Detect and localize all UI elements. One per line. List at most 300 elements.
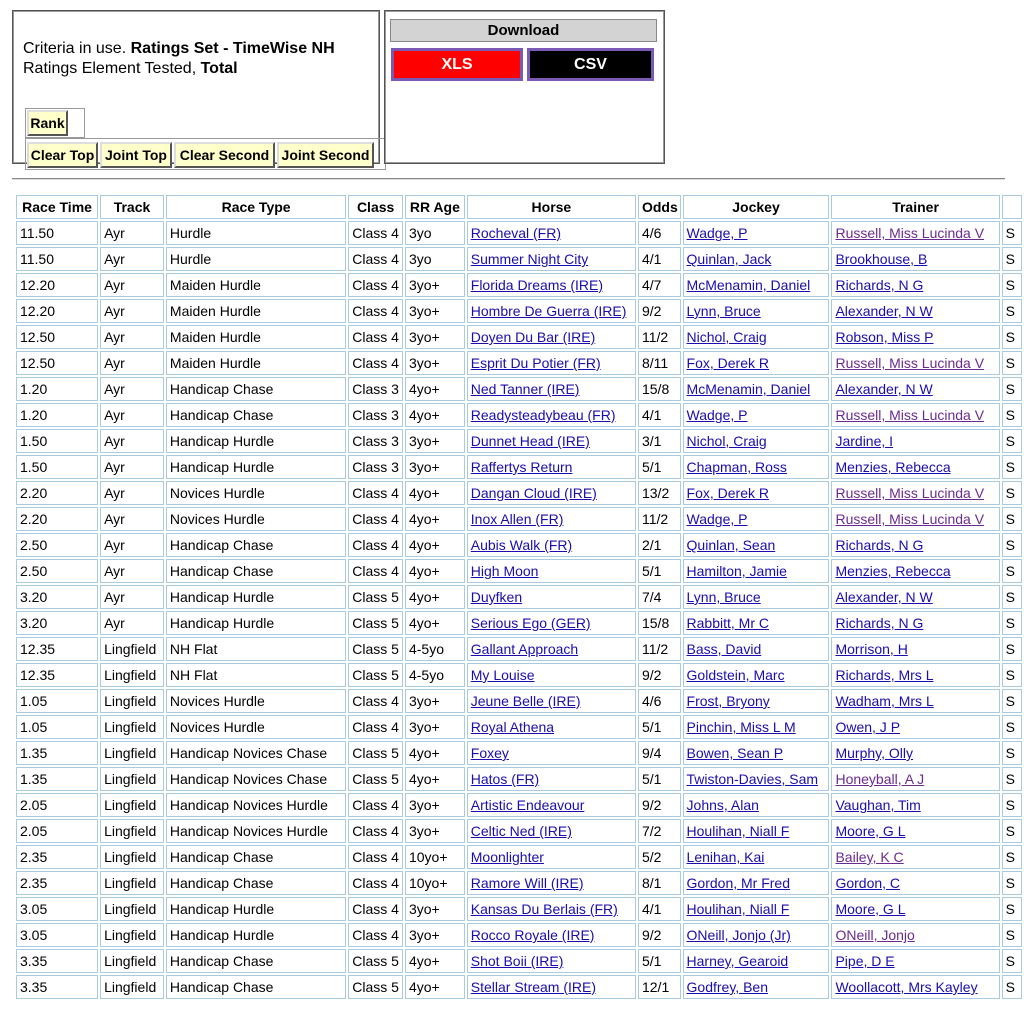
criteria-prefix: Criteria in use. bbox=[23, 40, 127, 57]
trainer-link[interactable]: Menzies, Rebecca bbox=[835, 563, 951, 579]
results-table-container bbox=[14, 193, 1015, 1017]
trainer-link[interactable]: Robson, Miss P bbox=[835, 329, 934, 345]
horse-link[interactable]: Readysteadybeau (FR) bbox=[470, 407, 616, 423]
cell-race-time: 1.50 bbox=[16, 429, 98, 453]
cell-horse bbox=[467, 299, 636, 323]
jockey-link[interactable]: Chapman, Ross bbox=[686, 459, 787, 475]
cell-extra: S bbox=[1002, 403, 1022, 427]
cell-odds: 7/2 bbox=[638, 819, 681, 843]
download-panel bbox=[384, 10, 665, 164]
cell-odds: 4/6 bbox=[638, 689, 681, 713]
cell-extra: S bbox=[1002, 351, 1022, 375]
table-row bbox=[16, 975, 1022, 999]
header-horse[interactable]: Horse bbox=[467, 195, 636, 219]
horse-link[interactable]: Inox Allen (FR) bbox=[470, 511, 564, 527]
trainer-link[interactable]: Russell, Miss Lucinda V bbox=[835, 225, 985, 241]
header-race-time[interactable]: Race Time bbox=[16, 195, 98, 219]
jockey-link[interactable]: Quinlan, Jack bbox=[686, 251, 772, 267]
cell-jockey bbox=[683, 845, 830, 869]
jockey-link[interactable]: Bass, David bbox=[686, 641, 762, 657]
horse-link[interactable]: Aubis Walk (FR) bbox=[470, 537, 573, 553]
cell-rr-age: 4yo+ bbox=[405, 975, 465, 999]
cell-rr-age: 4yo+ bbox=[405, 403, 465, 427]
jockey-link[interactable]: Fox, Derek R bbox=[686, 355, 769, 371]
trainer-link[interactable]: Morrison, H bbox=[835, 641, 908, 657]
horse-link[interactable]: Royal Athena bbox=[470, 719, 555, 735]
horse-link[interactable]: Rocco Royale (IRE) bbox=[470, 927, 595, 943]
cell-rr-age: 4yo+ bbox=[405, 481, 465, 505]
table-row bbox=[16, 611, 1022, 635]
cell-horse bbox=[467, 221, 636, 245]
horse-link[interactable]: Hatos (FR) bbox=[470, 771, 540, 787]
cell-horse bbox=[467, 871, 636, 895]
cell-track: Lingfield bbox=[100, 871, 164, 895]
horse-link[interactable]: Kansas Du Berlais (FR) bbox=[470, 901, 618, 917]
horse-link[interactable]: Gallant Approach bbox=[470, 641, 579, 657]
table-header-row bbox=[16, 195, 1022, 219]
cell-rr-age: 4yo+ bbox=[405, 611, 465, 635]
trainer-link[interactable]: Russell, Miss Lucinda V bbox=[835, 407, 985, 423]
table-row bbox=[16, 247, 1022, 271]
cell-race-time: 12.35 bbox=[16, 663, 98, 687]
jockey-link[interactable]: Hamilton, Jamie bbox=[686, 563, 787, 579]
cell-odds: 4/1 bbox=[638, 897, 681, 921]
cell-jockey bbox=[683, 793, 830, 817]
horse-link[interactable]: Moonlighter bbox=[470, 849, 544, 865]
horse-link[interactable]: Serious Ego (GER) bbox=[470, 615, 591, 631]
cell-race-type: NH Flat bbox=[166, 663, 346, 687]
cell-race-time: 2.50 bbox=[16, 559, 98, 583]
cell-rr-age: 3yo+ bbox=[405, 325, 465, 349]
jockey-link[interactable]: Lynn, Bruce bbox=[686, 303, 761, 319]
cell-rr-age: 3yo+ bbox=[405, 793, 465, 817]
cell-race-time: 1.05 bbox=[16, 689, 98, 713]
cell-odds: 4/1 bbox=[638, 403, 681, 427]
cell-race-type: Handicap Hurdle bbox=[166, 611, 346, 635]
cell-jockey bbox=[683, 377, 830, 401]
cell-trainer bbox=[831, 663, 999, 687]
cell-jockey bbox=[683, 689, 830, 713]
table-row bbox=[16, 897, 1022, 921]
header-jockey[interactable]: Jockey bbox=[683, 195, 830, 219]
cell-trainer bbox=[831, 351, 999, 375]
cell-race-type: Handicap Chase bbox=[166, 533, 346, 557]
cell-trainer bbox=[831, 819, 999, 843]
horse-link[interactable]: Dunnet Head (IRE) bbox=[470, 433, 590, 449]
horse-link[interactable]: High Moon bbox=[470, 563, 539, 579]
cell-class: Class 4 bbox=[348, 845, 403, 869]
jockey-link[interactable]: Frost, Bryony bbox=[686, 693, 770, 709]
cell-odds: 9/2 bbox=[638, 923, 681, 947]
horse-link[interactable]: Ned Tanner (IRE) bbox=[470, 381, 580, 397]
cell-race-time: 1.20 bbox=[16, 403, 98, 427]
cell-jockey bbox=[683, 481, 830, 505]
header-track[interactable]: Track bbox=[100, 195, 164, 219]
cell-odds: 8/11 bbox=[638, 351, 681, 375]
cell-horse bbox=[467, 897, 636, 921]
cell-track: Ayr bbox=[100, 429, 164, 453]
cell-track: Lingfield bbox=[100, 923, 164, 947]
trainer-link[interactable]: Pipe, D E bbox=[835, 953, 895, 969]
cell-race-type: Hurdle bbox=[166, 221, 346, 245]
trainer-link[interactable]: Vaughan, Tim bbox=[835, 797, 921, 813]
cell-horse bbox=[467, 741, 636, 765]
cell-extra: S bbox=[1002, 481, 1022, 505]
cell-horse bbox=[467, 403, 636, 427]
cell-odds: 9/2 bbox=[638, 299, 681, 323]
cell-extra: S bbox=[1002, 221, 1022, 245]
cell-rr-age: 3yo+ bbox=[405, 351, 465, 375]
download-csv-button[interactable]: CSV bbox=[527, 48, 654, 81]
cell-rr-age: 3yo+ bbox=[405, 715, 465, 739]
trainer-link[interactable]: Honeyball, A J bbox=[835, 771, 925, 787]
table-row bbox=[16, 507, 1022, 531]
cell-class: Class 4 bbox=[348, 715, 403, 739]
cell-race-time: 2.20 bbox=[16, 481, 98, 505]
cell-trainer bbox=[831, 221, 999, 245]
jockey-link[interactable]: Wadge, P bbox=[686, 511, 748, 527]
jockey-link[interactable]: Nichol, Craig bbox=[686, 329, 767, 345]
jockey-link[interactable]: Pinchin, Miss L M bbox=[686, 719, 796, 735]
cell-horse bbox=[467, 325, 636, 349]
cell-jockey bbox=[683, 507, 830, 531]
cell-race-time: 12.20 bbox=[16, 299, 98, 323]
cell-trainer bbox=[831, 585, 999, 609]
trainer-link[interactable]: Brookhouse, B bbox=[835, 251, 928, 267]
cell-rr-age: 3yo bbox=[405, 221, 465, 245]
table-row bbox=[16, 689, 1022, 713]
horse-link[interactable]: Florida Dreams (IRE) bbox=[470, 277, 604, 293]
horse-link[interactable]: Duyfken bbox=[470, 589, 523, 605]
cell-race-type: Novices Hurdle bbox=[166, 715, 346, 739]
cell-class: Class 4 bbox=[348, 871, 403, 895]
jockey-link[interactable]: McMenamin, Daniel bbox=[686, 277, 811, 293]
cell-rr-age: 4yo+ bbox=[405, 533, 465, 557]
jockey-link[interactable]: Twiston-Davies, Sam bbox=[686, 771, 819, 787]
cell-jockey bbox=[683, 247, 830, 271]
cell-class: Class 4 bbox=[348, 793, 403, 817]
joint-second-button[interactable]: Joint Second bbox=[277, 142, 374, 168]
trainer-link[interactable]: Moore, G L bbox=[835, 823, 906, 839]
table-row bbox=[16, 273, 1022, 297]
cell-track: Lingfield bbox=[100, 767, 164, 791]
cell-race-type: Novices Hurdle bbox=[166, 689, 346, 713]
cell-race-type: Handicap Chase bbox=[166, 559, 346, 583]
cell-class: Class 5 bbox=[348, 741, 403, 765]
cell-class: Class 5 bbox=[348, 949, 403, 973]
jockey-link[interactable]: Houlihan, Niall F bbox=[686, 823, 790, 839]
cell-trainer bbox=[831, 403, 999, 427]
horse-link[interactable]: Ramore Will (IRE) bbox=[470, 875, 584, 891]
cell-jockey bbox=[683, 221, 830, 245]
cell-track: Lingfield bbox=[100, 663, 164, 687]
cell-track: Lingfield bbox=[100, 819, 164, 843]
clear-second-button[interactable]: Clear Second bbox=[174, 142, 275, 168]
header-class[interactable]: Class bbox=[348, 195, 403, 219]
header-rr-age[interactable]: RR Age bbox=[405, 195, 465, 219]
cell-trainer bbox=[831, 637, 999, 661]
trainer-link[interactable]: Richards, Mrs L bbox=[835, 667, 934, 683]
cell-trainer bbox=[831, 949, 999, 973]
jockey-link[interactable]: Godfrey, Ben bbox=[686, 979, 768, 995]
cell-jockey bbox=[683, 767, 830, 791]
cell-trainer bbox=[831, 299, 999, 323]
cell-jockey bbox=[683, 273, 830, 297]
cell-track: Lingfield bbox=[100, 741, 164, 765]
header-odds[interactable]: Odds bbox=[638, 195, 681, 219]
cell-jockey bbox=[683, 871, 830, 895]
cell-extra: S bbox=[1002, 949, 1022, 973]
table-body bbox=[16, 221, 1022, 999]
table-row bbox=[16, 221, 1022, 245]
table-row bbox=[16, 715, 1022, 739]
download-xls-button[interactable]: XLS bbox=[391, 48, 523, 81]
cell-race-type: Hurdle bbox=[166, 247, 346, 271]
cell-extra: S bbox=[1002, 767, 1022, 791]
trainer-link[interactable]: Russell, Miss Lucinda V bbox=[835, 485, 985, 501]
table-row bbox=[16, 819, 1022, 843]
table-row bbox=[16, 533, 1022, 557]
trainer-link[interactable]: Richards, N G bbox=[835, 615, 924, 631]
rank-button[interactable]: Rank bbox=[27, 110, 68, 136]
cell-class: Class 4 bbox=[348, 559, 403, 583]
cell-track: Lingfield bbox=[100, 715, 164, 739]
cell-track: Ayr bbox=[100, 377, 164, 401]
trainer-link[interactable]: Murphy, Olly bbox=[835, 745, 913, 761]
cell-horse bbox=[467, 273, 636, 297]
trainer-link[interactable]: Alexander, N W bbox=[835, 589, 933, 605]
cell-horse bbox=[467, 793, 636, 817]
cell-class: Class 4 bbox=[348, 247, 403, 271]
cell-extra: S bbox=[1002, 845, 1022, 869]
horse-link[interactable]: Jeune Belle (IRE) bbox=[470, 693, 581, 709]
trainer-link[interactable]: Owen, J P bbox=[835, 719, 901, 735]
cell-class: Class 4 bbox=[348, 299, 403, 323]
header-race-type[interactable]: Race Type bbox=[166, 195, 346, 219]
table-row bbox=[16, 455, 1022, 479]
cell-race-time: 11.50 bbox=[16, 247, 98, 271]
jockey-link[interactable]: Johns, Alan bbox=[686, 797, 759, 813]
trainer-link[interactable]: Russell, Miss Lucinda V bbox=[835, 511, 985, 527]
trainer-link[interactable]: Richards, N G bbox=[835, 277, 924, 293]
horse-link[interactable]: Rocheval (FR) bbox=[470, 225, 562, 241]
horse-link[interactable]: Shot Boii (IRE) bbox=[470, 953, 564, 969]
cell-extra: S bbox=[1002, 663, 1022, 687]
cell-race-time: 1.35 bbox=[16, 767, 98, 791]
cell-class: Class 3 bbox=[348, 377, 403, 401]
cell-jockey bbox=[683, 663, 830, 687]
cell-trainer bbox=[831, 559, 999, 583]
cell-trainer bbox=[831, 247, 999, 271]
table-row bbox=[16, 741, 1022, 765]
header-trainer[interactable]: Trainer bbox=[831, 195, 999, 219]
cell-trainer bbox=[831, 689, 999, 713]
cell-race-type: Novices Hurdle bbox=[166, 507, 346, 531]
jockey-link[interactable]: Bowen, Sean P bbox=[686, 745, 784, 761]
results-table bbox=[14, 193, 1024, 1001]
cell-horse bbox=[467, 611, 636, 635]
cell-track: Ayr bbox=[100, 559, 164, 583]
horse-link[interactable]: Artistic Endeavour bbox=[470, 797, 585, 813]
cell-jockey bbox=[683, 741, 830, 765]
download-heading: Download bbox=[390, 19, 657, 42]
horse-link[interactable]: My Louise bbox=[470, 667, 535, 683]
trainer-link[interactable]: Bailey, K C bbox=[835, 849, 904, 865]
cell-rr-age: 3yo+ bbox=[405, 455, 465, 479]
cell-track: Ayr bbox=[100, 273, 164, 297]
cell-extra: S bbox=[1002, 637, 1022, 661]
cell-race-time: 2.20 bbox=[16, 507, 98, 531]
cell-track: Lingfield bbox=[100, 637, 164, 661]
horse-link[interactable]: Hombre De Guerra (IRE) bbox=[470, 303, 627, 319]
cell-horse bbox=[467, 533, 636, 557]
criteria-element-prefix: Ratings Element Tested, bbox=[23, 60, 197, 77]
cell-trainer bbox=[831, 767, 999, 791]
cell-class: Class 3 bbox=[348, 403, 403, 427]
cell-odds: 4/6 bbox=[638, 221, 681, 245]
jockey-link[interactable]: Goldstein, Marc bbox=[686, 667, 785, 683]
trainer-link[interactable]: Woollacott, Mrs Kayley bbox=[835, 979, 978, 995]
clear-top-button[interactable]: Clear Top bbox=[27, 142, 98, 168]
cell-horse bbox=[467, 923, 636, 947]
cell-race-time: 2.35 bbox=[16, 871, 98, 895]
cell-race-type: Handicap Chase bbox=[166, 871, 346, 895]
horse-link[interactable]: Doyen Du Bar (IRE) bbox=[470, 329, 596, 345]
horse-link[interactable]: Celtic Ned (IRE) bbox=[470, 823, 572, 839]
cell-track: Ayr bbox=[100, 247, 164, 271]
cell-extra: S bbox=[1002, 429, 1022, 453]
jockey-link[interactable]: Wadge, P bbox=[686, 225, 748, 241]
cell-rr-age: 4yo+ bbox=[405, 741, 465, 765]
jockey-link[interactable]: Harney, Gearoid bbox=[686, 953, 789, 969]
jockey-link[interactable]: Fox, Derek R bbox=[686, 485, 769, 501]
cell-race-time: 1.50 bbox=[16, 455, 98, 479]
cell-track: Lingfield bbox=[100, 975, 164, 999]
trainer-link[interactable]: Alexander, N W bbox=[835, 303, 933, 319]
cell-horse bbox=[467, 767, 636, 791]
cell-odds: 4/7 bbox=[638, 273, 681, 297]
cell-race-type: Maiden Hurdle bbox=[166, 325, 346, 349]
cell-rr-age: 4yo+ bbox=[405, 507, 465, 531]
header-extra[interactable] bbox=[1002, 195, 1022, 219]
cell-track: Lingfield bbox=[100, 949, 164, 973]
cell-extra: S bbox=[1002, 247, 1022, 271]
cell-track: Ayr bbox=[100, 611, 164, 635]
cell-odds: 12/1 bbox=[638, 975, 681, 999]
horse-link[interactable]: Summer Night City bbox=[470, 251, 589, 267]
cell-extra: S bbox=[1002, 871, 1022, 895]
cell-rr-age: 3yo+ bbox=[405, 897, 465, 921]
cell-class: Class 5 bbox=[348, 975, 403, 999]
jockey-link[interactable]: Lenihan, Kai bbox=[686, 849, 765, 865]
horse-link[interactable]: Foxey bbox=[470, 745, 509, 761]
cell-race-type: Handicap Hurdle bbox=[166, 897, 346, 921]
cell-extra: S bbox=[1002, 273, 1022, 297]
cell-jockey bbox=[683, 559, 830, 583]
cell-horse bbox=[467, 819, 636, 843]
trainer-link[interactable]: ONeill, Jonjo bbox=[835, 927, 915, 943]
cell-jockey bbox=[683, 949, 830, 973]
cell-odds: 3/1 bbox=[638, 429, 681, 453]
cell-odds: 5/1 bbox=[638, 715, 681, 739]
cell-horse bbox=[467, 507, 636, 531]
trainer-link[interactable]: Menzies, Rebecca bbox=[835, 459, 951, 475]
jockey-link[interactable]: Nichol, Craig bbox=[686, 433, 767, 449]
cell-trainer bbox=[831, 273, 999, 297]
cell-class: Class 4 bbox=[348, 897, 403, 921]
jockey-link[interactable]: McMenamin, Daniel bbox=[686, 381, 811, 397]
trainer-link[interactable]: Gordon, C bbox=[835, 875, 901, 891]
horse-link[interactable]: Esprit Du Potier (FR) bbox=[470, 355, 601, 371]
cell-trainer bbox=[831, 455, 999, 479]
jockey-link[interactable]: Gordon, Mr Fred bbox=[686, 875, 791, 891]
jockey-link[interactable]: Lynn, Bruce bbox=[686, 589, 761, 605]
cell-race-type: Handicap Chase bbox=[166, 949, 346, 973]
cell-horse bbox=[467, 559, 636, 583]
cell-class: Class 5 bbox=[348, 663, 403, 687]
trainer-link[interactable]: Jardine, I bbox=[835, 433, 894, 449]
cell-odds: 15/8 bbox=[638, 611, 681, 635]
cell-odds: 4/1 bbox=[638, 247, 681, 271]
horse-link[interactable]: Stellar Stream (IRE) bbox=[470, 979, 597, 995]
jockey-link[interactable]: ONeill, Jonjo (Jr) bbox=[686, 927, 791, 943]
cell-class: Class 4 bbox=[348, 819, 403, 843]
cell-odds: 8/1 bbox=[638, 871, 681, 895]
horse-link[interactable]: Raffertys Return bbox=[470, 459, 573, 475]
jockey-link[interactable]: Rabbitt, Mr C bbox=[686, 615, 769, 631]
table-row bbox=[16, 559, 1022, 583]
cell-race-time: 1.05 bbox=[16, 715, 98, 739]
cell-race-type: Maiden Hurdle bbox=[166, 299, 346, 323]
cell-race-type: Handicap Hurdle bbox=[166, 585, 346, 609]
table-row bbox=[16, 923, 1022, 947]
jockey-link[interactable]: Houlihan, Niall F bbox=[686, 901, 790, 917]
cell-rr-age: 3yo+ bbox=[405, 689, 465, 713]
cell-track: Lingfield bbox=[100, 845, 164, 869]
cell-class: Class 4 bbox=[348, 351, 403, 375]
jockey-link[interactable]: Wadge, P bbox=[686, 407, 748, 423]
cell-rr-age: 3yo bbox=[405, 247, 465, 271]
trainer-link[interactable]: Moore, G L bbox=[835, 901, 906, 917]
trainer-link[interactable]: Wadham, Mrs L bbox=[835, 693, 934, 709]
section-divider bbox=[12, 178, 1005, 180]
cell-track: Lingfield bbox=[100, 689, 164, 713]
cell-race-type: Handicap Chase bbox=[166, 403, 346, 427]
cell-extra: S bbox=[1002, 819, 1022, 843]
trainer-link[interactable]: Russell, Miss Lucinda V bbox=[835, 355, 985, 371]
table-row bbox=[16, 429, 1022, 453]
cell-race-time: 2.35 bbox=[16, 845, 98, 869]
cell-extra: S bbox=[1002, 741, 1022, 765]
cell-horse bbox=[467, 585, 636, 609]
cell-jockey bbox=[683, 897, 830, 921]
cell-extra: S bbox=[1002, 533, 1022, 557]
cell-rr-age: 3yo+ bbox=[405, 819, 465, 843]
cell-horse bbox=[467, 637, 636, 661]
cell-trainer bbox=[831, 611, 999, 635]
joint-top-button[interactable]: Joint Top bbox=[100, 142, 172, 168]
trainer-link[interactable]: Alexander, N W bbox=[835, 381, 933, 397]
cell-class: Class 4 bbox=[348, 533, 403, 557]
cell-trainer bbox=[831, 507, 999, 531]
cell-horse bbox=[467, 351, 636, 375]
trainer-link[interactable]: Richards, N G bbox=[835, 537, 924, 553]
cell-horse bbox=[467, 455, 636, 479]
jockey-link[interactable]: Quinlan, Sean bbox=[686, 537, 776, 553]
cell-race-time: 3.20 bbox=[16, 585, 98, 609]
cell-trainer bbox=[831, 481, 999, 505]
horse-link[interactable]: Dangan Cloud (IRE) bbox=[470, 485, 597, 501]
